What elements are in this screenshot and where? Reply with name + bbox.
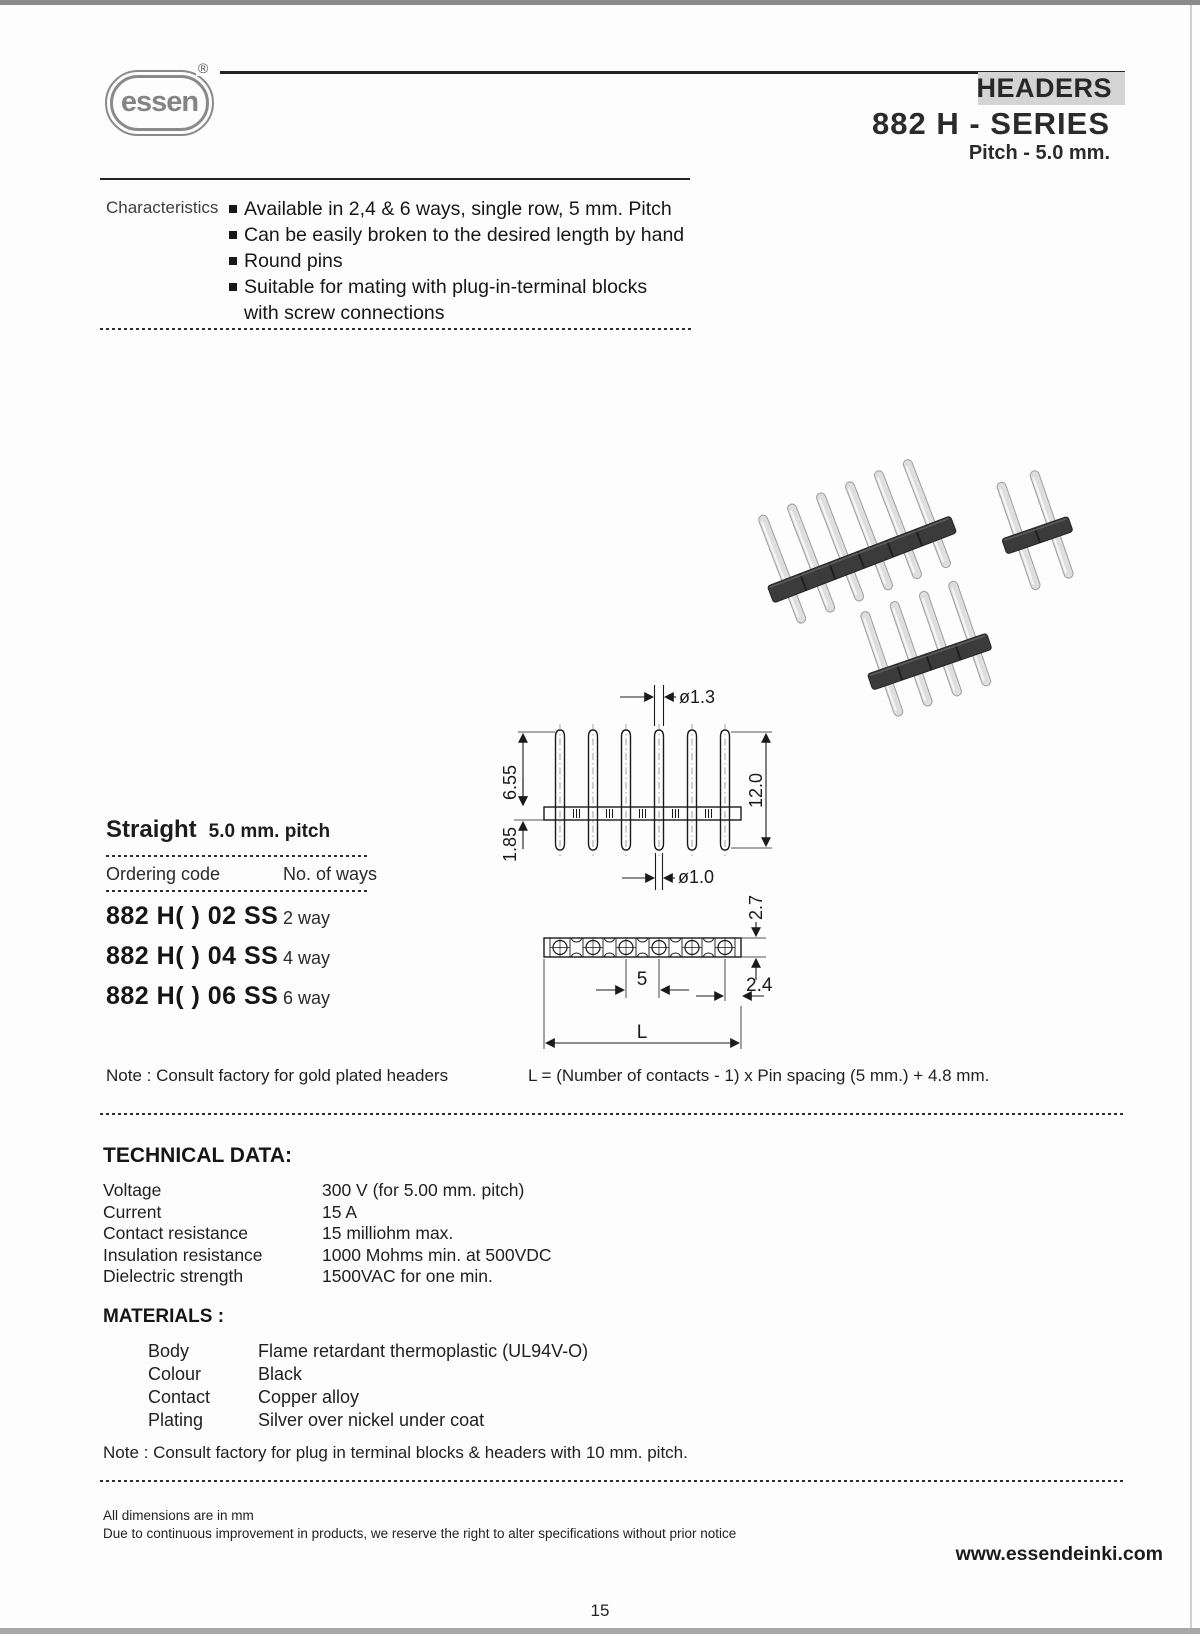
- ordering-ways: 4 way: [283, 948, 331, 968]
- pitch-subtitle: Pitch - 5.0 mm.: [968, 142, 1110, 164]
- dim-label-pin-top-diameter: ø1.3: [679, 687, 716, 707]
- tech-value: 15 milliohm max.: [322, 1223, 454, 1243]
- characteristics-item: [229, 248, 694, 274]
- bullet-square-icon: [229, 231, 237, 239]
- photo-header-2way: [984, 465, 1087, 595]
- table-row: [103, 1245, 552, 1267]
- characteristics-item: [229, 196, 694, 222]
- ordering-ways: 2 way: [283, 908, 331, 928]
- length-formula: L = (Number of contacts - 1) x Pin spacing (5 mm.) + 4.8 mm.: [528, 1066, 990, 1085]
- section-divider: [100, 1480, 1125, 1482]
- characteristics-item-text: Round pins: [244, 250, 343, 272]
- materials-title: MATERIALS :: [103, 1306, 225, 1327]
- material-label: Contact: [148, 1387, 211, 1407]
- page-edge-line: [1190, 5, 1192, 1628]
- material-value: Black: [258, 1364, 303, 1384]
- table-row: [103, 1266, 552, 1288]
- characteristics-item-text: Suitable for mating with plug-in-terminal blocks with screw connections: [244, 276, 648, 324]
- characteristics-item: [229, 222, 694, 248]
- tech-label: Contact resistance: [103, 1223, 248, 1243]
- tech-label: Insulation resistance: [103, 1244, 263, 1265]
- bullet-square-icon: [229, 257, 237, 265]
- dim-label-body-depth: 2.7: [746, 894, 766, 920]
- pitch-note: Note : Consult factory for plug in terminal blocks & headers with 10 mm. pitch.: [103, 1443, 688, 1462]
- characteristics-rule: [100, 178, 690, 180]
- tech-label: Voltage: [103, 1180, 162, 1200]
- characteristics-item-text: Available in 2,4 & 6 ways, single row, 5 mm. Pitch: [244, 198, 672, 220]
- tech-label: Current: [103, 1201, 162, 1222]
- section-divider: [100, 1113, 1125, 1115]
- tech-value: 1000 Mohms min. at 500VDC: [322, 1244, 552, 1265]
- product-title-badge: [978, 72, 1125, 105]
- website-link[interactable]: www.essendeinki.com: [955, 1543, 1163, 1565]
- material-label: Colour: [148, 1364, 202, 1384]
- ordering-divider: [106, 890, 367, 892]
- tech-value: 300 V (for 5.00 mm. pitch): [322, 1180, 525, 1200]
- table-row: [106, 942, 330, 971]
- characteristics-item: [229, 274, 694, 326]
- characteristics-label: Characteristics: [106, 198, 219, 217]
- dim-pin-bottom-diameter: [622, 853, 675, 890]
- ordering-col-code: Ordering code: [106, 864, 221, 884]
- ordering-code: 882 H( ) 04 SS: [106, 942, 279, 970]
- dim-label-overall-height: 12.0: [746, 772, 766, 808]
- page-bottom-bar: [0, 1628, 1200, 1634]
- table-row: [106, 902, 330, 931]
- material-value: Silver over nickel under coat: [258, 1410, 485, 1430]
- dim-pin-top-diameter: [620, 685, 676, 726]
- characteristics-list: [229, 196, 694, 326]
- material-value: Flame retardant thermoplastic (UL94V-O): [258, 1341, 589, 1361]
- essen-logo-text: essen: [120, 85, 199, 118]
- ordering-code: 882 H( ) 06 SS: [106, 982, 279, 1010]
- table-row: [148, 1386, 588, 1409]
- bullet-square-icon: [229, 283, 237, 291]
- registered-trademark-icon: ®: [198, 60, 209, 76]
- dim-label-pin-bottom-diameter: ø1.0: [678, 867, 715, 887]
- ordering-col-ways: No. of ways: [283, 864, 378, 884]
- table-row: [103, 1202, 552, 1224]
- dim-body-depth: [741, 922, 766, 980]
- ordering-code: 882 H( ) 02 SS: [106, 902, 279, 930]
- photo-header-6way: [750, 452, 967, 630]
- page-top-bar: [0, 0, 1200, 5]
- dimensions-note: All dimensions are in mm: [103, 1508, 254, 1523]
- material-value: Copper alloy: [258, 1387, 360, 1407]
- drawing-pin-circles: [550, 938, 735, 958]
- essen-logo: [105, 70, 214, 136]
- dim-label-pin-pitch: 5: [636, 969, 648, 990]
- drawing-body-bottom: [544, 938, 741, 957]
- bullet-square-icon: [229, 205, 237, 213]
- ordering-title: Straight: [106, 816, 197, 843]
- series-title: 882 H - SERIES: [872, 106, 1110, 141]
- material-label: Plating: [148, 1410, 204, 1430]
- material-label: Body: [148, 1341, 190, 1361]
- photo-header-4way: [848, 576, 1003, 721]
- dim-label-body-thickness: 1.85: [500, 826, 520, 862]
- ordering-subtitle: 5.0 mm. pitch: [208, 821, 331, 842]
- ordering-table-rows: [106, 902, 330, 1022]
- dimension-drawing: [470, 640, 790, 1060]
- technical-data-table: [103, 1180, 552, 1288]
- table-row: [148, 1409, 588, 1432]
- characteristics-item-text: Can be easily broken to the desired length by hand: [244, 224, 685, 246]
- ordering-ways: 6 way: [283, 988, 331, 1008]
- dim-label-pin-length: 6.55: [500, 764, 520, 800]
- page-number: 15: [590, 1601, 610, 1620]
- table-row: [103, 1180, 552, 1202]
- tech-value: 15 A: [322, 1201, 358, 1222]
- materials-table: [148, 1340, 588, 1432]
- table-row: [148, 1363, 588, 1386]
- ordering-divider: [106, 855, 367, 857]
- essen-logo-ring: [110, 75, 209, 131]
- ordering-section-title: [106, 816, 330, 844]
- drawing-pins-side: [556, 730, 730, 850]
- table-row: [106, 982, 330, 1011]
- tech-value: 1500VAC for one min.: [322, 1266, 493, 1286]
- product-title: HEADERS: [976, 73, 1112, 103]
- product-photo-headers: [750, 440, 1180, 730]
- disclaimer-note: Due to continuous improvement in products, we reserve the right to alter specifications without prior notice: [103, 1526, 737, 1541]
- technical-data-title: TECHNICAL DATA:: [103, 1144, 292, 1167]
- ordering-table-header: [106, 864, 406, 885]
- dim-label-total-length: L: [636, 1022, 648, 1043]
- dim-label-end-margin: 2.4: [746, 975, 773, 996]
- table-row: [148, 1340, 588, 1363]
- tech-label: Dielectric strength: [103, 1266, 244, 1286]
- table-row: [103, 1223, 552, 1245]
- gold-plating-note: Note : Consult factory for gold plated headers: [106, 1066, 449, 1085]
- characteristics-divider: [100, 328, 693, 330]
